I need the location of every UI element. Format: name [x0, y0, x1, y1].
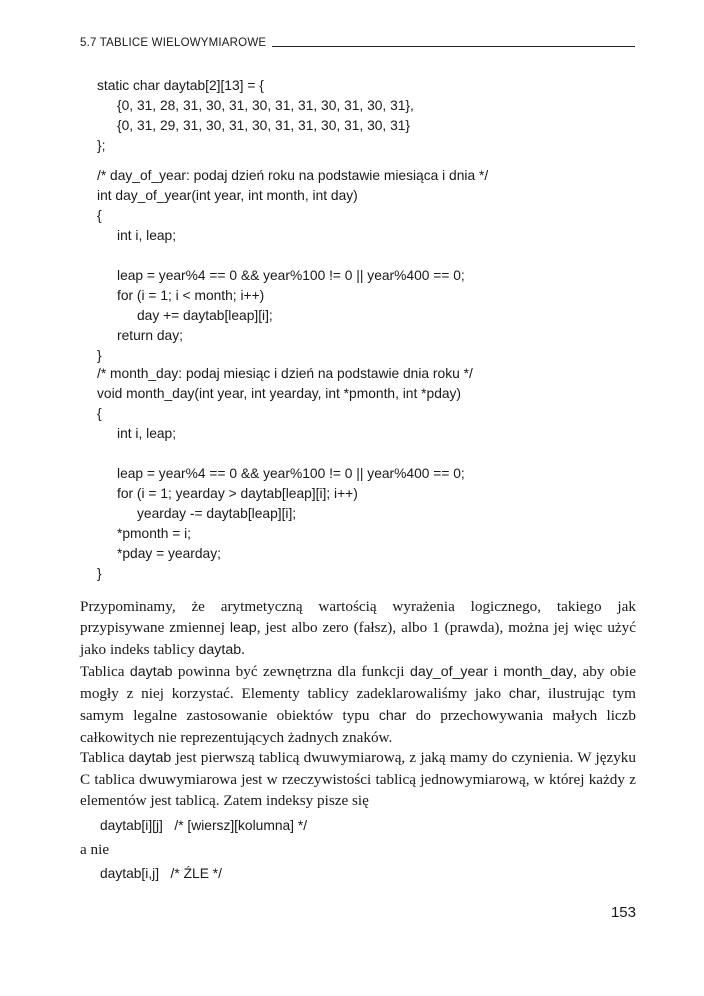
code-term: daytab — [198, 642, 242, 658]
code-line: { — [97, 406, 102, 421]
code-line: int i, leap; — [117, 228, 177, 243]
code-line: int i, leap; — [117, 426, 177, 441]
code-line: *pday = yearday; — [117, 546, 221, 561]
text-run: i — [488, 663, 504, 680]
code-term: daytab — [129, 664, 173, 680]
code-line: leap = year%4 == 0 && year%100 != 0 || year%400 == 0; — [117, 268, 465, 283]
code-line: yearday -= daytab[leap][i]; — [137, 506, 297, 521]
paragraph-two-dimensional — [80, 747, 636, 811]
code-line: void month_day(int year, int yearday, int *pmonth, int *pday) — [97, 386, 462, 401]
text-run: Przypominamy, że arytmetyczną wartością wyrażenia logicznego, takiego jak przypisywane zmiennej — [80, 598, 636, 636]
code-line: /* month_day: podaj miesiąc i dzień na podstawie dnia roku */ — [97, 366, 473, 381]
code-line: { — [97, 208, 102, 223]
code-line: *pmonth = i; — [117, 526, 192, 541]
code-line: leap = year%4 == 0 && year%100 != 0 || year%400 == 0; — [117, 466, 465, 481]
text-run: Tablica — [80, 749, 129, 766]
text-run: do przechowywania małych liczb całkowitych nie reprezentujących żadnych znaków. — [80, 707, 637, 746]
header-rule — [272, 46, 635, 47]
code-line: for (i = 1; i < month; i++) — [117, 288, 265, 303]
code-line: {0, 31, 28, 31, 30, 31, 30, 31, 31, 30, 31, 30, 31}, — [117, 98, 414, 113]
code-line: return day; — [117, 328, 183, 343]
code-example-wrong: daytab[i,j] /* ŹLE */ — [100, 866, 222, 881]
text-run: jest pierwszą tablicą dwuwymiarową, z jaką mamy do czynienia. W języku C tablica dwuwymiarowa jest w rzeczywistości tablicą jednowymiarową, w której każdy z elementów jest tablicą. Zatem indeksy pisze się — [80, 749, 636, 809]
code-line: {0, 31, 29, 31, 30, 31, 30, 31, 31, 30, 31, 30, 31} — [117, 118, 411, 133]
code-term: char — [378, 708, 407, 724]
text-run: , ilustrując tym samym legalne zastosowanie obiektów typu — [80, 685, 636, 724]
text-run: , jest albo zero (fałsz), albo 1 (prawda), można jej więc użyć jako indeks tablicy — [80, 619, 636, 658]
code-line: }; — [97, 138, 106, 153]
text-run: , aby obie mogły z niej korzystać. Elementy tablicy zadeklarowaliśmy jako — [80, 663, 636, 702]
paragraph-leap — [80, 596, 636, 661]
code-term: daytab — [128, 750, 172, 766]
code-block-day-of-year — [97, 166, 488, 366]
code-block-month-day — [97, 364, 473, 584]
text-run: powinna być zewnętrzna dla funkcji — [172, 663, 410, 680]
connector-text: a nie — [80, 841, 110, 858]
running-header — [80, 37, 635, 49]
page-number: 153 — [610, 904, 636, 921]
code-term: leap — [229, 620, 257, 636]
code-term: month_day — [503, 664, 574, 680]
code-line: day += daytab[leap][i]; — [137, 308, 273, 323]
code-term: day_of_year — [409, 664, 489, 680]
text-run: . — [241, 641, 245, 658]
code-block-daytab — [97, 76, 414, 156]
code-line: /* day_of_year: podaj dzień roku na podstawie miesiąca i dnia */ — [97, 168, 489, 183]
code-line: static char daytab[2][13] = { — [97, 78, 264, 93]
code-line: for (i = 1; yearday > daytab[leap][i]; i++) — [117, 486, 358, 501]
code-term: char — [508, 686, 537, 702]
code-line: } — [97, 566, 102, 581]
code-line: int day_of_year(int year, int month, int day) — [97, 188, 358, 203]
code-example-correct: daytab[i][j] /* [wiersz][kolumna] */ — [100, 818, 308, 833]
section-title: 5.7 TABLICE WIELOWYMIAROWE — [80, 37, 267, 49]
paragraph-external — [80, 661, 636, 748]
text-run: Tablica — [80, 663, 130, 680]
code-line: } — [97, 348, 102, 363]
